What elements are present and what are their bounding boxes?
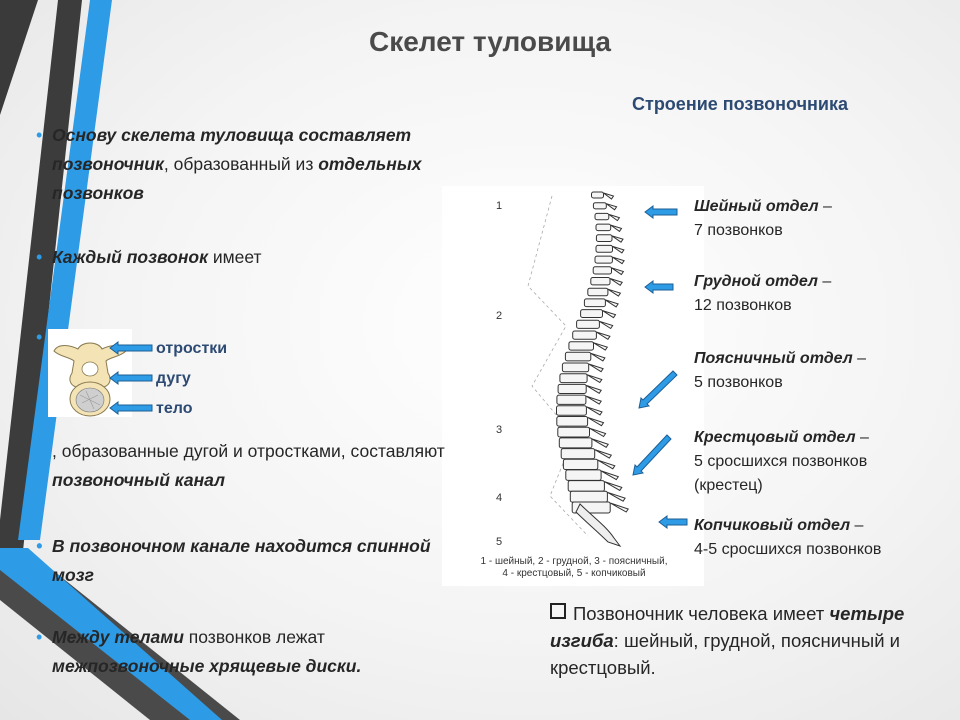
vertebra-shape	[568, 481, 604, 492]
section-dash: –	[817, 273, 832, 290]
vertebra-shape	[557, 395, 586, 404]
vertebra-process	[610, 279, 622, 286]
spine-number-2: 2	[496, 310, 503, 322]
page-title: Скелет туловища	[368, 26, 612, 57]
vertebra-shape	[557, 417, 588, 427]
vertebra-process	[591, 353, 605, 361]
vertebra-shape	[596, 245, 613, 252]
vertebra-shape	[595, 256, 612, 263]
vertebra-shape	[562, 363, 588, 372]
curves-text: : шейный, грудной, поясничный и крестцовый.	[550, 630, 901, 678]
bullet-text-strong: межпозвоночные хрящевые диски.	[52, 656, 362, 676]
bullet-spinal-canal	[36, 437, 452, 495]
curves-text: Позвоночник человека имеет	[573, 603, 830, 624]
vertebra-process	[605, 300, 618, 307]
spine-number-4: 4	[496, 492, 503, 504]
spine-number-3: 3	[496, 424, 503, 436]
vertebra-shape	[566, 470, 601, 481]
bullet-text-strong: позвоночный канал	[52, 470, 226, 490]
section-count: 7 позвонков	[694, 222, 783, 239]
arrow-left-icon	[645, 281, 673, 293]
vertebra-shape	[559, 438, 592, 448]
bullet-text: позвонков лежат	[183, 627, 325, 647]
vertebra-shape	[558, 384, 586, 393]
label-body: тело	[156, 400, 193, 417]
section-dash: –	[855, 429, 869, 446]
vertebra-shape	[593, 203, 606, 209]
vertebra-shape	[593, 267, 611, 274]
vertebra-shape	[591, 278, 610, 285]
vertebra-process	[596, 332, 610, 339]
vertebra-process	[603, 311, 616, 318]
bullet-text: , образованный из	[163, 154, 319, 174]
bullet-text-strong: Каждый позвонок	[52, 247, 208, 267]
vertebra-shape	[558, 427, 590, 437]
vertebra-shape	[584, 299, 605, 307]
spine-number-1: 1	[496, 200, 503, 212]
vertebra-process	[592, 439, 608, 447]
vertebra-shape	[596, 224, 611, 231]
vertebra-process	[593, 343, 607, 350]
bullet-dot-icon: •	[36, 627, 43, 647]
vertebra-process	[599, 321, 612, 328]
vertebra-process	[601, 471, 618, 480]
vertebra-process	[588, 418, 604, 426]
bullet-dot-icon: •	[36, 441, 43, 461]
vertebra-process	[586, 385, 601, 393]
vertebra-shape	[560, 374, 587, 383]
bullet-spine-basis	[36, 121, 492, 208]
dark-stripe-left	[0, 0, 38, 115]
bullet-discs	[36, 623, 452, 681]
vertebra-shape	[570, 491, 607, 502]
arrow-left-icon	[659, 516, 687, 528]
section-name: Крестцовый отдел	[694, 429, 856, 446]
vertebra-shape	[596, 235, 612, 242]
vertebra-process	[590, 428, 606, 436]
vertebra-shape	[581, 310, 603, 318]
section-name: Шейный отдел	[694, 198, 819, 215]
vertebra-shape	[565, 352, 590, 361]
vertebra-arrows	[108, 338, 158, 418]
spine-caption-line: 1 - шейный, 2 - грудной, 3 - поясничный,	[480, 556, 668, 567]
bullet-each-vertebra	[36, 243, 472, 272]
vertebra-process	[608, 289, 621, 296]
vertebra-process	[612, 236, 623, 242]
vertebra-process	[589, 364, 603, 372]
vertebra-process	[604, 482, 621, 491]
vertebra-process	[611, 225, 622, 231]
label-arch: дугу	[156, 370, 191, 387]
vertebra-process	[587, 407, 603, 415]
section-cervical	[694, 195, 832, 243]
vertebra-shape	[569, 342, 594, 350]
bullet-text: имеет	[207, 247, 262, 267]
vertebra-shape	[561, 449, 595, 459]
arrow-left-icon	[110, 342, 152, 354]
bullet-dot-icon: •	[36, 247, 43, 267]
vertebra-shape	[563, 459, 597, 469]
bullet-spinal-cord	[36, 532, 432, 590]
bullet-dot-icon: •	[36, 125, 43, 145]
section-lumbar	[694, 347, 866, 395]
arrow-down-left-icon	[633, 435, 671, 475]
vertebra-process	[613, 246, 624, 253]
checkbox-bullet-icon	[550, 603, 566, 619]
curves-text-strong: четыре изгиба	[550, 603, 905, 651]
vertebra-process	[607, 492, 625, 501]
bullet-text-strong: Между телами	[52, 627, 184, 647]
section-name: Грудной отдел	[694, 273, 818, 290]
vertebra-process	[612, 268, 624, 275]
section-count: 5 сросшихся позвонков	[694, 453, 868, 470]
bullet-dot-icon: •	[36, 399, 43, 419]
spine-number-5: 5	[496, 536, 503, 548]
vertebra-shape	[557, 406, 587, 415]
section-sacral	[694, 426, 869, 498]
section-dash: –	[852, 350, 866, 367]
label-processes: отростки	[156, 340, 228, 357]
section-count: 4-5 сросшихся позвонков	[694, 541, 882, 558]
spine-caption	[448, 556, 700, 580]
vertebra-process	[612, 257, 624, 264]
section-arrows	[625, 195, 700, 535]
vertebra-shape	[577, 320, 600, 328]
bullet-text: , образованные дугой и отростками, составляют	[52, 441, 445, 461]
section-extra: (крестец)	[694, 477, 763, 494]
section-name: Поясничный отдел	[694, 350, 853, 367]
spine-caption-line: 4 - крестцовый, 5 - копчиковый	[502, 568, 646, 579]
spine-curves-note	[550, 600, 920, 681]
section-count: 12 позвонков	[694, 297, 792, 314]
arrow-left-icon	[110, 372, 152, 384]
bullet-text-strong: отдельных позвонков	[52, 154, 422, 203]
section-coccygeal	[694, 514, 881, 562]
vertebra-shape	[595, 213, 609, 219]
vertebra-shape	[573, 331, 597, 339]
spine-structure-subtitle: Строение позвоночника	[632, 94, 848, 114]
bullet-dot-icon: •	[36, 536, 43, 556]
vertebra-process	[587, 375, 602, 383]
bullet-text-strong: Основу скелета туловища составляет позвоночник	[52, 125, 412, 174]
arrow-left-icon	[110, 402, 152, 414]
arrow-left-icon	[645, 206, 677, 218]
vertebra-shape	[592, 192, 604, 198]
vertebra-process	[586, 396, 601, 404]
section-dash: –	[818, 198, 832, 215]
bullet-dot-icon: •	[36, 327, 43, 347]
vertebra-process	[604, 193, 614, 199]
vertebra-process	[598, 460, 615, 469]
vertebra-process	[606, 204, 616, 210]
arrow-down-left-icon	[639, 371, 677, 408]
section-count: 5 позвонков	[694, 374, 783, 391]
section-thoracic	[694, 270, 831, 318]
vertebra-process	[595, 450, 612, 459]
section-name: Копчиковый отдел	[694, 517, 851, 534]
bullet-text-strong: В позвоночном канале находится спинной мозг	[52, 536, 431, 585]
vertebra-shape	[588, 288, 608, 296]
vertebra-process	[609, 214, 620, 220]
section-dash: –	[850, 517, 864, 534]
